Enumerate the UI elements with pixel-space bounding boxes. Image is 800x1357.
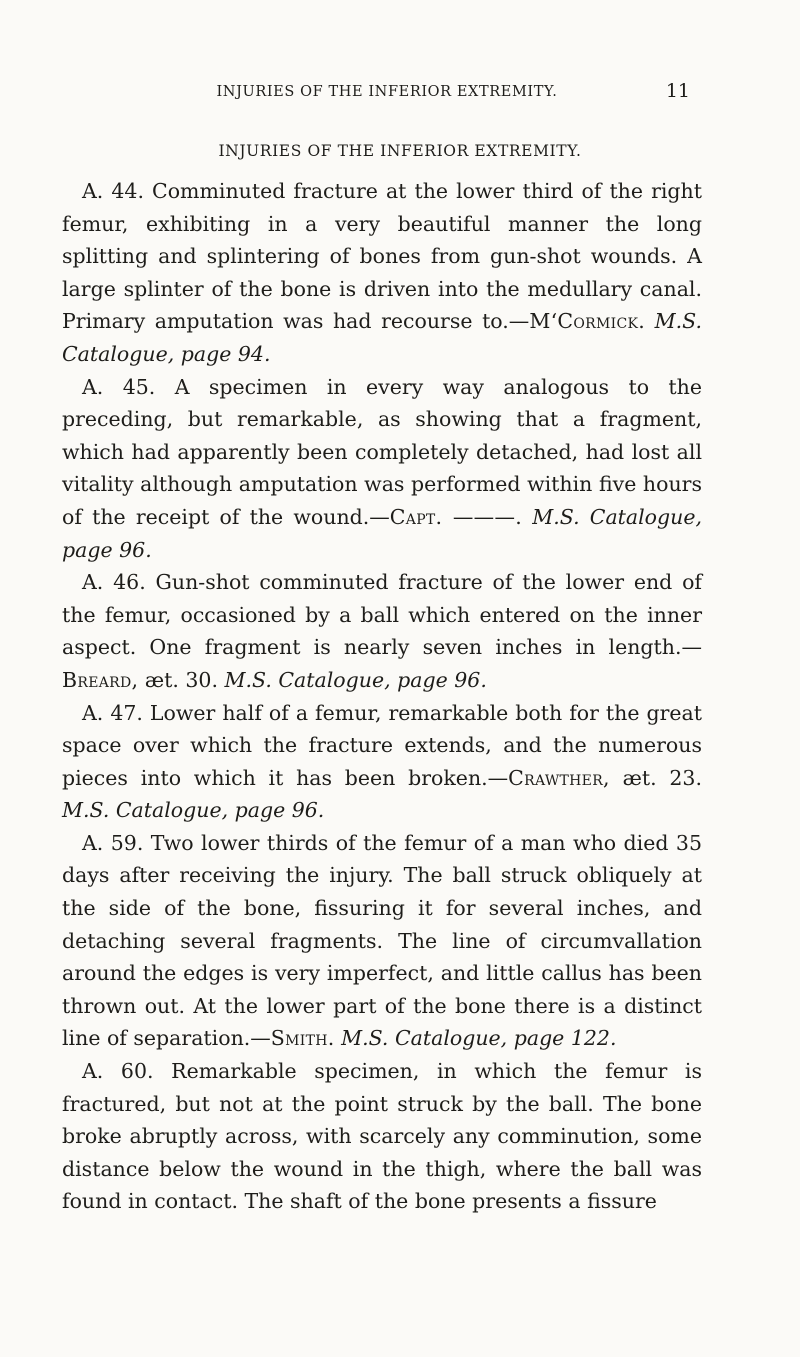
entry-source: M.S. Catalogue, page 96. [62,798,325,823]
entry-source: M.S. Catalogue, page 94. [62,309,702,366]
entry-source-gap [522,505,532,529]
catalogue-entries [62,175,702,1218]
entry-text: A. 47. Lower half of a femur, remarkable both for the great space over which the fracture extends, and the numerous pieces into which it has been broken.— [62,700,702,790]
catalogue-entry [62,566,702,696]
entry-author: M‘Cormick. [529,309,646,334]
section-heading: INJURIES OF THE INFERIOR EXTREMITY. [218,142,582,160]
catalogue-entry [62,1055,702,1218]
entry-source-gap: æt. 30. [138,667,225,692]
page-number: 11 [665,80,690,102]
entry-author: Smith. [270,1026,335,1051]
catalogue-entry [62,371,702,567]
entry-text: A. 44. Comminuted fracture at the lower third of the right femur, exhibiting in a very beautiful manner the long splitting and splintering of bones from gun-shot wounds. A large splinter of the bone is driven into the medullary canal. Primary amputation was had recourse to.— [62,179,702,334]
entry-text: A. 45. A specimen in every way analogous to the preceding, but remarkable, as showing that a fragment, which had apparently been completely detached, had lost all vitality although amputation was performed within five hours of the receipt of the wound.— [62,374,702,529]
running-title: INJURIES OF THE INFERIOR EXTREMITY. [216,84,558,100]
running-head [100,80,690,108]
entry-author: Capt. ———. [389,504,523,529]
catalogue-entry [62,175,702,371]
entry-author: Crawther, [508,765,610,790]
catalogue-entry [62,697,702,827]
entry-source: M.S. Catalogue, page 122. [341,1026,617,1051]
entry-source: M.S. Catalogue, page 96. [224,667,487,692]
catalogue-entry [62,827,702,1055]
entry-source-gap: æt. 23. [609,765,702,790]
entry-text: A. 59. Two lower thirds of the femur of a man who died 35 days after receiving the injury. The ball struck obliquely at the side of the bone, fissuring it for several inches, and detaching several fragments. The line of circumvallation around the edges is very imperfect, and little callus has been thrown out. At the lower part of the bone there is a distinct line of separation.— [62,830,702,1051]
entry-author: Breard, [62,667,139,692]
entry-source: M.S. Catalogue, page 96. [62,504,703,562]
entry-source-gap [645,309,655,333]
entry-text: A. 60. Remarkable specimen, in which the femur is fractured, but not at the point struck by the ball. The bone broke abruptly across, with scarcely any comminution, some distance below the wound in the thigh, where the ball was found in contact. The shaft of the bone presents a fissure [62,1059,702,1214]
entry-text: A. 46. Gun-shot comminuted fracture of the lower end of the femur, occasioned by a ball which entered on the inner aspect. One fragment is nearly seven inches in length.— [62,570,702,660]
